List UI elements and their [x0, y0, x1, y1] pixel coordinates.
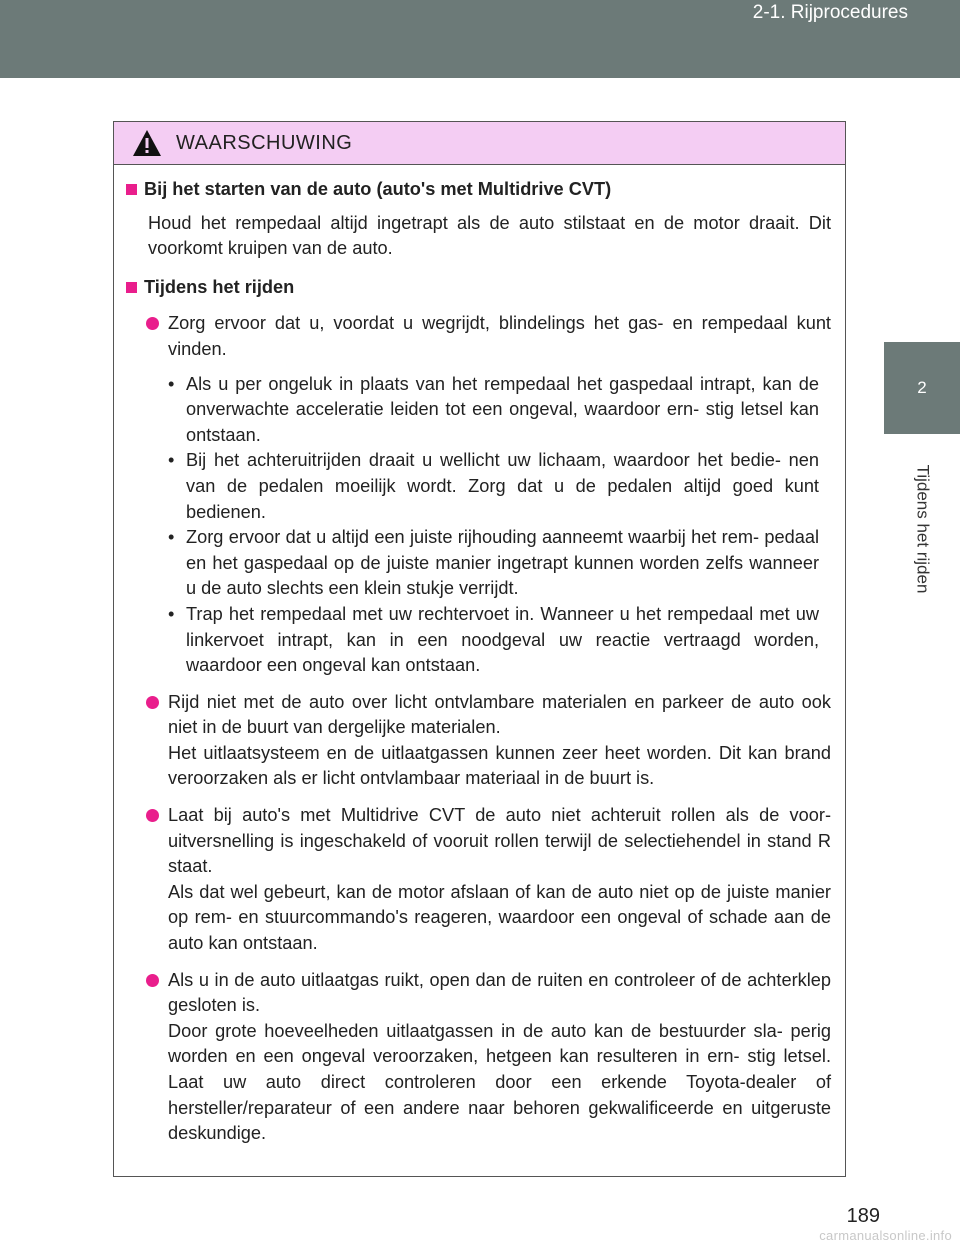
- circle-bullet-icon: [146, 696, 159, 709]
- list-item-detail: Het uitlaatsysteem en de uitlaatgassen kunnen zeer heet worden. Dit kan brand veroorzaken als er licht ontvlambaar materiaal in de buurt is.: [168, 742, 831, 789]
- sub-list-item-text: Trap het rempedaal met uw rechtervoet in. Wanneer u het rempedaal met uw linkervoet intrapt, kan in een noodgeval uw reactie vertraagd worden, waardoor een ongeval kan ontstaan.: [186, 603, 819, 676]
- section-heading: [126, 275, 831, 301]
- sub-list-item-text: Zorg ervoor dat u altijd een juiste rijhouding aanneemt waarbij het rem- pedaal en het gaspedaal op de juiste manier ingetrapt kunnen worden zelfs wanneer u de auto slechts een klein stukje verrijdt.: [186, 527, 819, 599]
- small-bullet-icon: •: [168, 450, 175, 471]
- list-item-text: Rijd niet met de auto over licht ontvlambare materialen en parkeer de auto ook niet in de buurt van dergelijke materialen.: [168, 691, 831, 738]
- section-heading: [126, 177, 831, 203]
- section-title: 2-1. Rijprocedures: [752, 2, 908, 23]
- section-heading-text: Bij het starten van de auto (auto's met Multidrive CVT): [144, 179, 612, 199]
- sub-list-item: [168, 448, 819, 525]
- list-item: [146, 311, 831, 362]
- chapter-tab-label: [884, 434, 960, 624]
- sub-list-item: [168, 525, 819, 602]
- warning-box: [113, 121, 846, 1177]
- page-number: 189: [846, 1205, 880, 1227]
- list-item: [146, 690, 831, 792]
- circle-bullet-icon: [146, 809, 159, 822]
- list-item-text: Zorg ervoor dat u, voordat u wegrijdt, blindelings het gas- en rempedaal kunt vinden.: [168, 313, 831, 359]
- warning-triangle-icon: [132, 129, 162, 157]
- sub-list-item: [168, 372, 819, 449]
- watermark: carmanualsonline.info: [819, 1228, 952, 1243]
- warning-header: [114, 122, 845, 165]
- small-bullet-icon: •: [168, 527, 175, 548]
- small-bullet-icon: •: [168, 373, 175, 394]
- list-item-detail: Als dat wel gebeurt, kan de motor afslaan of kan de auto niet op de juiste manier op rem- en stuurcommando's reageren, waardoor een ongeval of schade aan de auto kan ontstaan.: [168, 881, 831, 954]
- sub-list-item-text: Bij het achteruitrijden draait u wellicht uw lichaam, waardoor het bedie- nen van de pedalen moeilijk wordt. Zorg dat u de pedalen altijd goed kunt bedienen.: [186, 450, 819, 522]
- sub-list-item-text: Als u per ongeluk in plaats van het rempedaal het gaspedaal intrapt, kan de onverwachte acceleratie leiden tot een ongeval, waardoor ern- stig letsel kan ontstaan.: [186, 373, 819, 445]
- small-bullet-icon: •: [168, 603, 175, 624]
- list-item: [146, 968, 831, 1147]
- square-bullet-icon: [126, 184, 137, 195]
- sub-list-item: [168, 602, 819, 679]
- sub-list: [168, 372, 819, 679]
- header-bar: [0, 0, 960, 78]
- section-heading-text: Tijdens het rijden: [144, 276, 295, 297]
- circle-bullet-icon: [146, 317, 159, 330]
- list-item-text: Als u in de auto uitlaatgas ruikt, open dan de ruiten en controleer of de achterklep gesloten is.: [168, 969, 831, 1016]
- list-item-detail: Door grote hoeveelheden uitlaatgassen in de auto kan de bestuurder sla- perig worden en een ongeval veroorzaken, hetgeen kan resulteren in ern- stig letsel. Laat uw auto direct controleren door een erkende Toyota-dealer of hersteller/reparateur of een andere naar behoren gekwalificeerde en uitgeruste deskundige.: [168, 1020, 831, 1144]
- list-item: [146, 803, 831, 957]
- list-item-text: Laat bij auto's met Multidrive CVT de auto niet achteruit rollen als de voor- uitversnelling is ingeschakeld of vooruit rollen terwijl de selectiehendel in stand R staat.: [168, 805, 831, 877]
- warning-content: [114, 165, 845, 1147]
- chapter-tab-number: 2: [884, 342, 960, 434]
- chapter-tab-label-text: Tijdens het rijden: [913, 464, 933, 594]
- square-bullet-icon: [126, 282, 137, 293]
- paragraph: Houd het rempedaal altijd ingetrapt als de auto stilstaat en de motor draait. Dit voorkomt kruipen van de auto.: [148, 212, 831, 259]
- circle-bullet-icon: [146, 974, 159, 987]
- warning-title: WAARSCHUWING: [176, 131, 353, 154]
